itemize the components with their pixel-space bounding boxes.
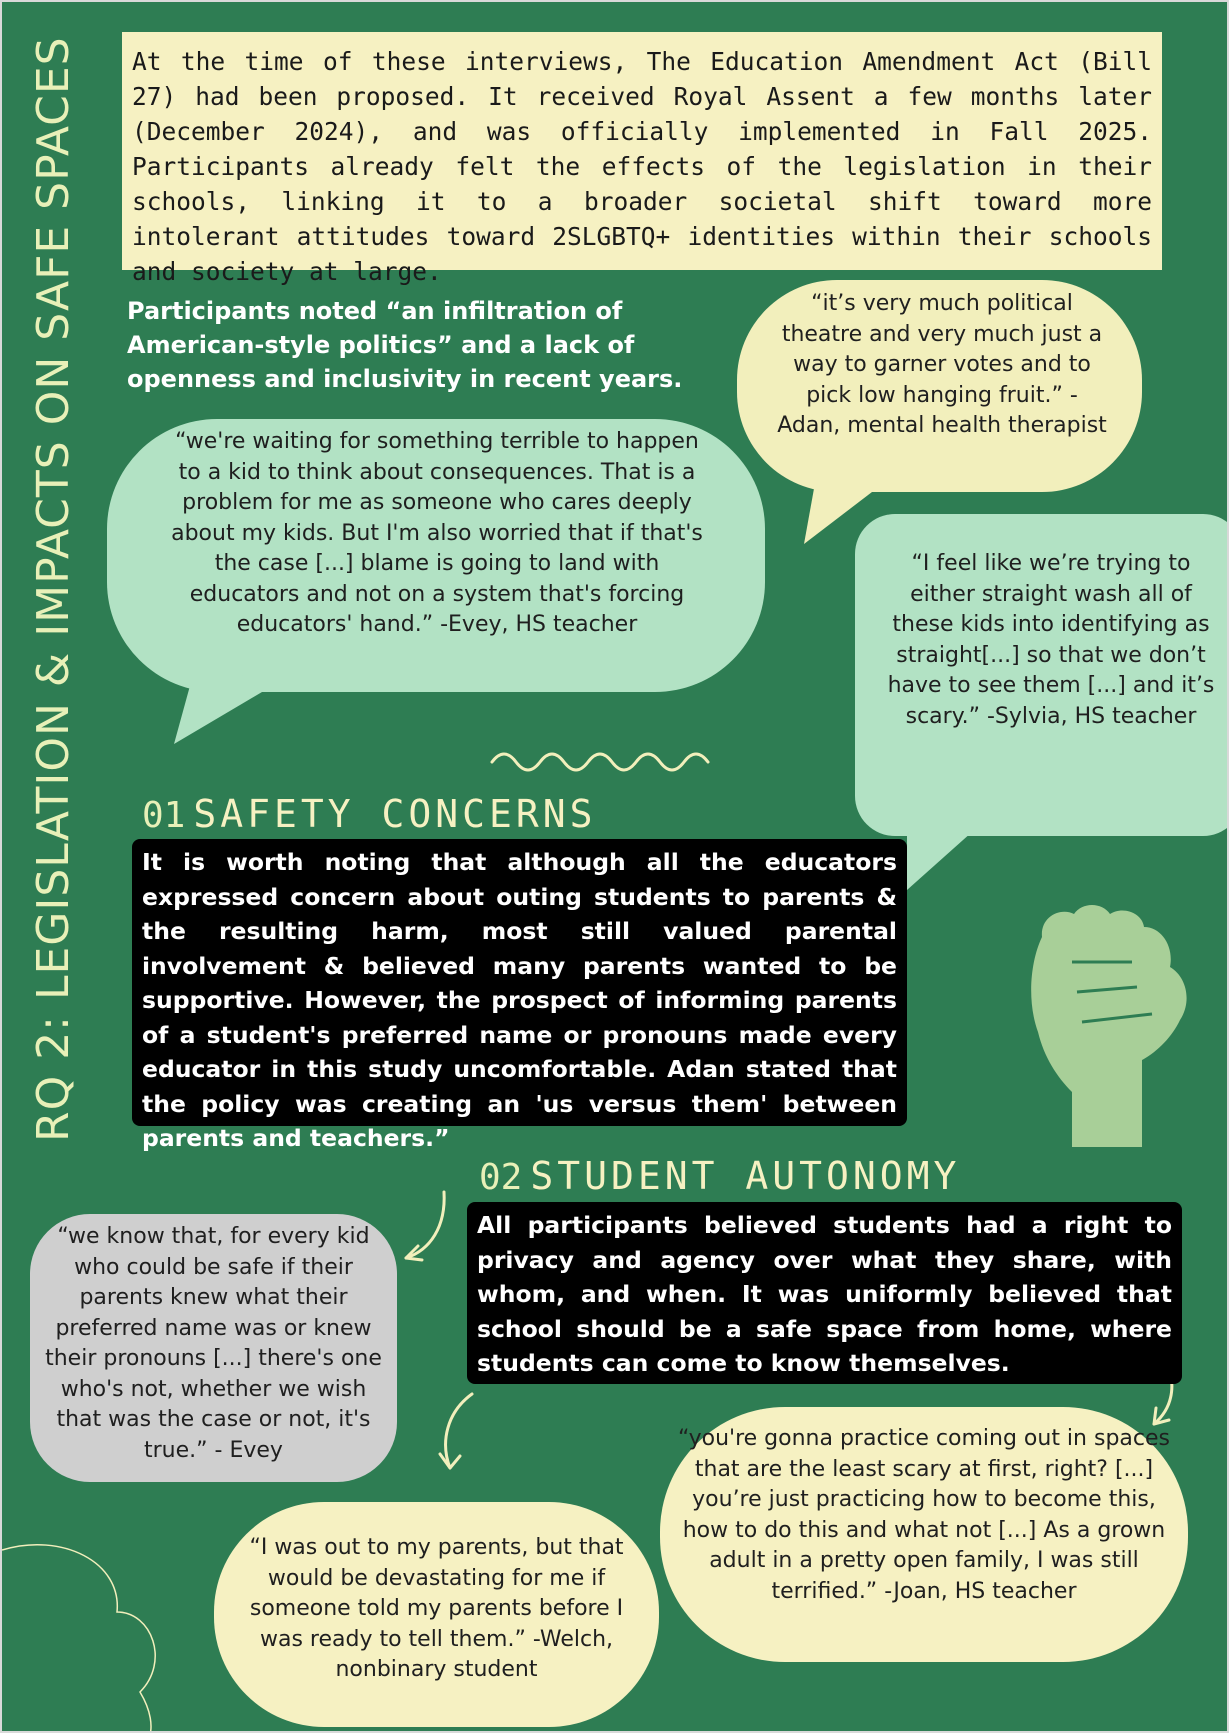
quote-adan: “it’s very much political theatre and very much just a way to garner votes and to pick low hanging fruit.” -Adan, mental health therapist: [777, 291, 1107, 438]
squiggle-decoration: [492, 754, 708, 770]
arrow-icon: [406, 1192, 444, 1260]
section-autonomy-heading: [479, 1154, 960, 1198]
side-title: RQ 2: LEGISLATION & IMPACTS ON SAFE SPACES: [28, 36, 79, 1142]
student-autonomy-text: All participants believed students had a right to privacy and agency over what they share, with whom, and when. It was uniformly believed that school should be a safe space from home, where students can come to know themselves.: [467, 1202, 1182, 1384]
quote-welch: “I was out to my parents, but that would be devastating for me if someone told my parents before I was ready to tell them.” -Welch, nonbinary student: [249, 1535, 624, 1682]
quote-joan: “you're gonna practice coming out in spaces that are the least scary at first, right? [...] you’re just practicing how to become this, how to do this and what not [...] As a grown adult in a pretty open family, I was still terrified.” -Joan, HS teacher: [678, 1426, 1170, 1604]
circle-outline-decoration: [2, 1545, 155, 1733]
section-title: STUDENT AUTONOMY: [530, 1154, 961, 1198]
section-title: SAFETY CONCERNS: [193, 792, 597, 836]
intro-paragraph: At the time of these interviews, The Education Amendment Act (Bill 27) had been proposed. It received Royal Assent a few months later (December 2024), and was officially implemented in Fall 2025. Participants already felt the effects of the legislation in their schools, linking it to a broader societal shift toward more intolerant attitudes toward 2SLGBTQ+ identities within their schools and society at large.: [122, 32, 1162, 270]
section-safety-heading: [142, 792, 597, 836]
raised-fist-icon: [1031, 905, 1186, 1147]
safety-concerns-text: It is worth noting that although all the educators expressed concern about outing students to parents & the resulting harm, most still valued parental involvement & believed many parents wanted to be supportive. However, the prospect of informing parents of a student's preferred name or pronouns made every educator in this study uncomfortable. Adan stated that the policy was creating an 'us versus them' between parents and teachers.”: [132, 839, 907, 1126]
arrow-icon: [440, 1394, 472, 1468]
quote-evey-hs-teacher: “we're waiting for something terrible to happen to a kid to think about consequences. That is a problem for me as someone who cares deeply about my kids. But I'm also worried that if that's the case [...] blame is going to land with educators and not on a system that's forcing educators' hand.” -Evey, HS teacher: [171, 429, 703, 637]
section-number: 01: [142, 795, 186, 836]
section-number: 02: [479, 1157, 523, 1198]
lead-statement: Participants noted “an infiltration of American-style politics” and a lack of openness and inclusivity in recent years.: [127, 297, 683, 393]
quote-evey: “we know that, for every kid who could be safe if their parents knew what their preferred name was or knew their pronouns [...] there's one who's not, whether we wish that was the case or not, it's true.” - Evey: [45, 1224, 382, 1463]
quote-sylvia: “I feel like we’re trying to either straight wash all of these kids into identifying as straight[...] so that we don’t have to see them [...] and it’s scary.” -Sylvia, HS teacher: [887, 551, 1215, 729]
